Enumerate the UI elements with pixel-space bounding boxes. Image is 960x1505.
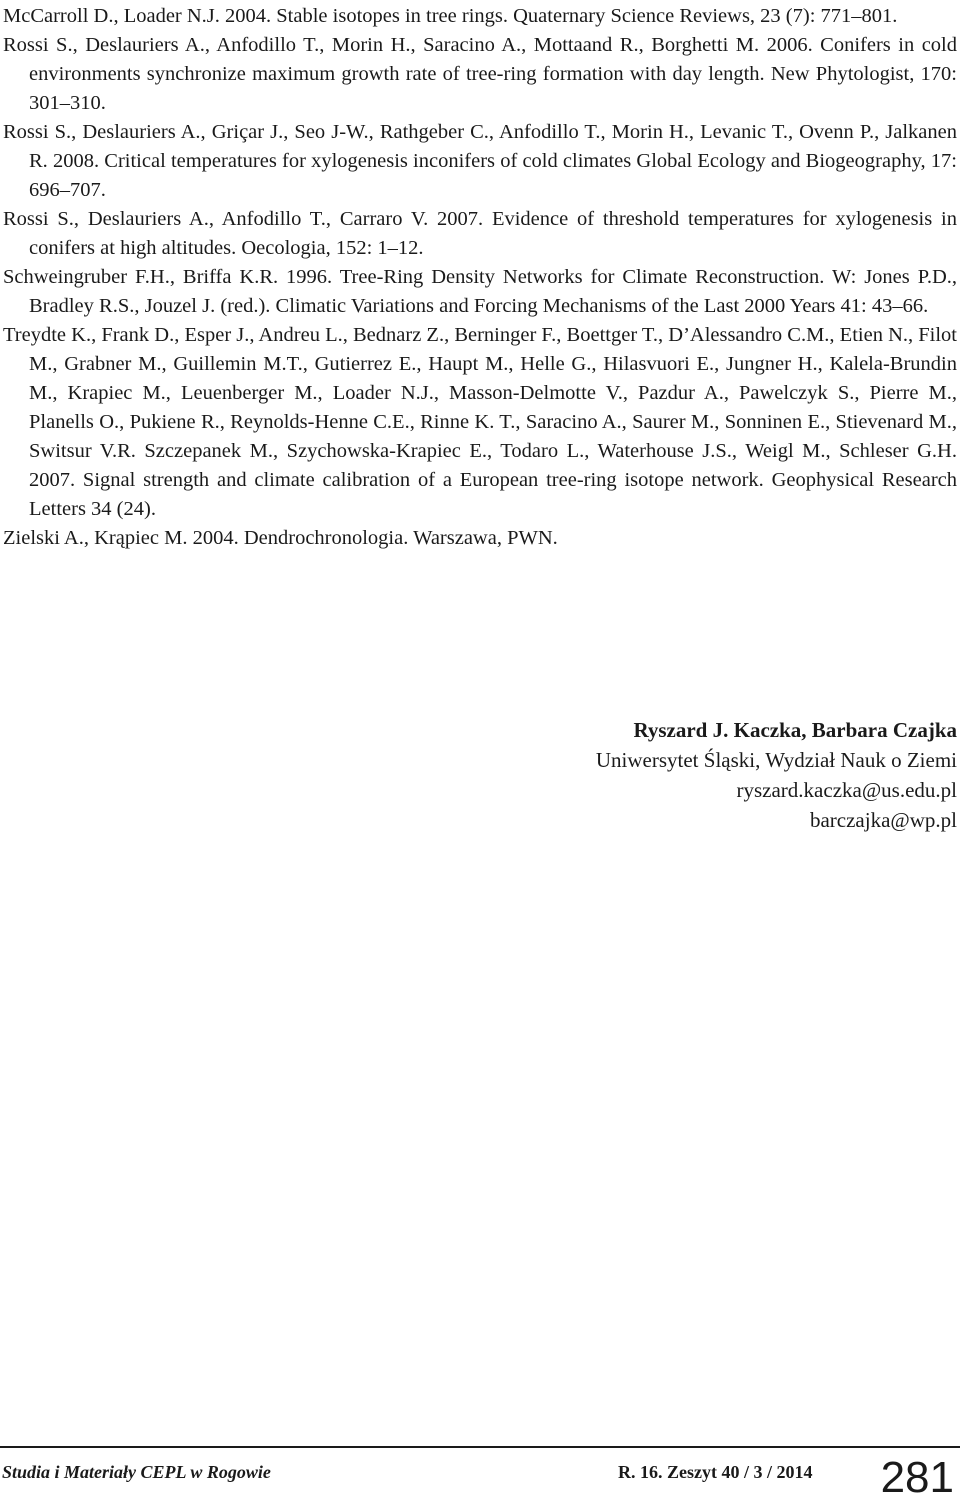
author-affiliation: Uniwersytet Śląski, Wydział Nauk o Ziemi — [595, 748, 957, 772]
reference-entry: Schweingruber F.H., Briffa K.R. 1996. Tree-Ring Density Networks for Climate Reconstruction. W: Jones P.D., Bradley R.S., Jouzel J. (red.). Climatic Variations and Forcing Mechanisms of the Last 2000 Years 41: 43–66. — [3, 266, 957, 317]
reference-list — [3, 2, 957, 553]
footer-issue-info: R. 16. Zeszyt 40 / 3 / 2014 — [618, 1462, 813, 1482]
author-names: Ryszard J. Kaczka, Barbara Czajka — [633, 718, 957, 742]
reference-entry: Treydte K., Frank D., Esper J., Andreu L., Bednarz Z., Berninger F., Boettger T., D’Alessandro C.M., Etien N., Filot M., Grabner M., Guillemin M.T., Gutierrez E., Haupt M., Helle G., Hilasvuori E., Jungner H., Kalela-Brundin M., Krapiec M., Leuenberger M., Loader N.J., Masson-Delmotte V., Pazdur A., Pawelczyk S., Pierre M., Planells O., Pukiene R., Reynolds-Henne C.E., Rinne K. T., Saracino A., Saurer M., Sonninen E., Stievenard M., Switsur V.R. Szczepanek M., Szychowska-Krapiec E., Todaro L., Waterhouse J.S., Weigl M., Schleser G.H. 2007. Signal strength and climate calibration of a European tree-ring isotope network. Geophysical Research Letters 34 (24). — [3, 324, 957, 520]
author-email-1[interactable]: ryszard.kaczka@us.edu.pl — [736, 778, 957, 802]
page-number: 281 — [880, 1453, 954, 1502]
reference-entry: Rossi S., Deslauriers A., Anfodillo T., Morin H., Saracino A., Mottaand R., Borghetti M. 2006. Conifers in cold environments synchronize maximum growth rate of tree-ring formation with day length. New Phytologist, 170: 301–310. — [3, 34, 957, 114]
reference-entry: Rossi S., Deslauriers A., Griçar J., Seo J-W., Rathgeber C., Anfodillo T., Morin H., Levanic T., Ovenn P., Jalkanen R. 2008. Critical temperatures for xylogenesis inconifers of cold climates Global Ecology and Biogeography, 17: 696–707. — [3, 121, 957, 201]
author-email-2[interactable]: barczajka@wp.pl — [809, 808, 957, 832]
reference-entry: McCarroll D., Loader N.J. 2004. Stable isotopes in tree rings. Quaternary Science Reviews, 23 (7): 771–801. — [3, 5, 898, 27]
reference-entry: Zielski A., Krąpiec M. 2004. Dendrochronologia. Warszawa, PWN. — [3, 527, 558, 549]
footer-journal-title: Studia i Materiały CEPL w Rogowie — [2, 1462, 271, 1482]
reference-entry: Rossi S., Deslauriers A., Anfodillo T., Carraro V. 2007. Evidence of threshold temperatures for xylogenesis in conifers at high altitudes. Oecologia, 152: 1–12. — [3, 208, 957, 259]
author-block — [357, 715, 957, 835]
footer-divider — [0, 1446, 960, 1448]
